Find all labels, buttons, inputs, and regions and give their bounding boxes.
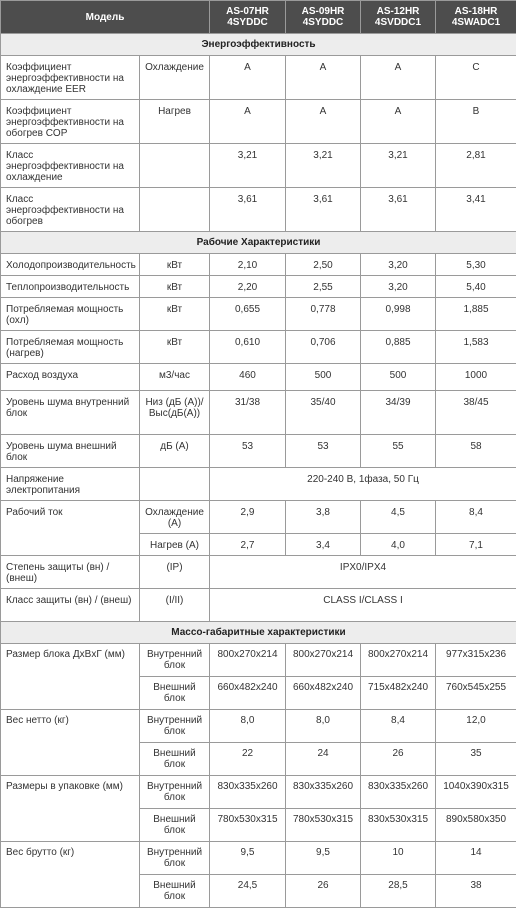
row-label: Расход воздуха xyxy=(1,364,140,391)
table-row xyxy=(1,331,516,364)
cell-value: C xyxy=(436,56,516,100)
cell-value: 800x270x214 xyxy=(286,644,361,677)
row-label: Класс энергоэффективности на охлаждение xyxy=(1,144,140,188)
table-row xyxy=(1,710,516,743)
cell-value: 890x580x350 xyxy=(436,809,516,842)
cell-value: 35/40 xyxy=(286,391,361,435)
cell-value: 830x335x260 xyxy=(361,776,436,809)
cell-value: 53 xyxy=(286,435,361,468)
table-row xyxy=(1,56,516,100)
cell-value: 24 xyxy=(286,743,361,776)
row-label: Размер блока ДxВxГ (мм) xyxy=(1,644,140,710)
voltage-value: 220-240 В, 1фаза, 50 Гц xyxy=(210,468,516,501)
table-row xyxy=(1,391,516,435)
cell-value: 5,30 xyxy=(436,254,516,276)
cell-value: 26 xyxy=(286,875,361,908)
row-unit: кВт xyxy=(140,276,210,298)
cell-value: 660x482x240 xyxy=(210,677,286,710)
cell-value: 1000 xyxy=(436,364,516,391)
cell-value: 3,61 xyxy=(286,188,361,232)
cell-value: 55 xyxy=(361,435,436,468)
row-label: Класс энергоэффективности на обогрев xyxy=(1,188,140,232)
cell-value: A xyxy=(210,56,286,100)
row-unit: Внешний блок xyxy=(140,875,210,908)
row-label: Вес брутто (кг) xyxy=(1,842,140,908)
row-label: Коэффициент энергоэффективности на охлаждение EER xyxy=(1,56,140,100)
row-unit: Внутренний блок xyxy=(140,710,210,743)
cell-value: 0,998 xyxy=(361,298,436,331)
cell-value: 3,61 xyxy=(361,188,436,232)
row-label: Рабочий ток xyxy=(1,501,140,556)
table-row xyxy=(1,144,516,188)
table-row xyxy=(1,276,516,298)
cell-value: 2,81 xyxy=(436,144,516,188)
model-column-header: AS-18HR 4SWADC1 xyxy=(436,1,516,34)
cell-value: 3,20 xyxy=(361,276,436,298)
cell-value: 31/38 xyxy=(210,391,286,435)
table-row xyxy=(1,501,516,534)
cell-value: 780x530x315 xyxy=(210,809,286,842)
row-unit: дБ (А) xyxy=(140,435,210,468)
cell-value: 4,0 xyxy=(361,534,436,556)
row-unit: Внутренний блок xyxy=(140,842,210,875)
table-row xyxy=(1,556,516,589)
cell-value: 7,1 xyxy=(436,534,516,556)
cell-value: 1040x390x315 xyxy=(436,776,516,809)
cell-value: 38 xyxy=(436,875,516,908)
cell-value: 8,4 xyxy=(436,501,516,534)
row-unit: кВт xyxy=(140,298,210,331)
cell-value: 2,9 xyxy=(210,501,286,534)
cell-value: 2,10 xyxy=(210,254,286,276)
cell-value: 0,885 xyxy=(361,331,436,364)
row-unit: Внешний блок xyxy=(140,743,210,776)
cell-value: 12,0 xyxy=(436,710,516,743)
cell-value: 8,0 xyxy=(210,710,286,743)
cell-value: 460 xyxy=(210,364,286,391)
row-unit: Внешний блок xyxy=(140,809,210,842)
cell-value: 24,5 xyxy=(210,875,286,908)
cell-value: 780x530x315 xyxy=(286,809,361,842)
cell-value: 3,21 xyxy=(210,144,286,188)
cell-value: A xyxy=(361,56,436,100)
cell-value: 3,61 xyxy=(210,188,286,232)
cell-value: 2,55 xyxy=(286,276,361,298)
section-row xyxy=(1,622,516,644)
cell-value: 715x482x240 xyxy=(361,677,436,710)
table-row xyxy=(1,589,516,622)
row-unit xyxy=(140,468,210,501)
cell-value: 800x270x214 xyxy=(210,644,286,677)
ip-value: IPX0/IPX4 xyxy=(210,556,516,589)
cell-value: 28,5 xyxy=(361,875,436,908)
cell-value: 830x335x260 xyxy=(286,776,361,809)
row-unit: м3/час xyxy=(140,364,210,391)
cell-value: 800x270x214 xyxy=(361,644,436,677)
model-column-header: AS-07HR 4SYDDC xyxy=(210,1,286,34)
cell-value: 977x315x236 xyxy=(436,644,516,677)
row-unit: Внутренний блок xyxy=(140,776,210,809)
row-unit: Внешний блок xyxy=(140,677,210,710)
row-label: Потребляемая мощность (охл) xyxy=(1,298,140,331)
cell-value: 500 xyxy=(286,364,361,391)
cell-value: 3,21 xyxy=(361,144,436,188)
cell-value: 0,778 xyxy=(286,298,361,331)
section-row xyxy=(1,232,516,254)
cell-value: 53 xyxy=(210,435,286,468)
row-unit xyxy=(140,188,210,232)
cell-value: 9,5 xyxy=(210,842,286,875)
section-title: Рабочие Характеристики xyxy=(1,232,516,254)
row-label: Холодопроизводительность xyxy=(1,254,140,276)
table-row xyxy=(1,468,516,501)
row-label: Вес нетто (кг) xyxy=(1,710,140,776)
row-unit: Нагрев xyxy=(140,100,210,144)
row-label: Уровень шума внешний блок xyxy=(1,435,140,468)
cell-value: 5,40 xyxy=(436,276,516,298)
cell-value: 58 xyxy=(436,435,516,468)
cell-value: 38/45 xyxy=(436,391,516,435)
row-label: Степень защиты (вн) / (внеш) xyxy=(1,556,140,589)
section-row xyxy=(1,34,516,56)
cell-value: 1,885 xyxy=(436,298,516,331)
row-unit xyxy=(140,144,210,188)
row-unit: Нагрев (А) xyxy=(140,534,210,556)
row-unit: (I/II) xyxy=(140,589,210,622)
row-unit: кВт xyxy=(140,254,210,276)
cell-value: A xyxy=(210,100,286,144)
cell-value: 760x545x255 xyxy=(436,677,516,710)
cell-value: 3,4 xyxy=(286,534,361,556)
class-value: CLASS I/CLASS I xyxy=(210,589,516,622)
cell-value: 830x335x260 xyxy=(210,776,286,809)
table-row xyxy=(1,100,516,144)
cell-value: 9,5 xyxy=(286,842,361,875)
row-unit: кВт xyxy=(140,331,210,364)
cell-value: 3,21 xyxy=(286,144,361,188)
table-row xyxy=(1,188,516,232)
cell-value: 8,4 xyxy=(361,710,436,743)
cell-value: B xyxy=(436,100,516,144)
model-column-header: AS-12HR 4SVDDC1 xyxy=(361,1,436,34)
cell-value: A xyxy=(286,100,361,144)
model-header: Модель xyxy=(1,1,210,34)
table-row xyxy=(1,776,516,809)
cell-value: 500 xyxy=(361,364,436,391)
row-label: Напряжение электропитания xyxy=(1,468,140,501)
header-row xyxy=(1,1,516,34)
cell-value: 34/39 xyxy=(361,391,436,435)
cell-value: 22 xyxy=(210,743,286,776)
row-unit: Охлаждение (А) xyxy=(140,501,210,534)
cell-value: 830x530x315 xyxy=(361,809,436,842)
cell-value: 0,655 xyxy=(210,298,286,331)
cell-value: 8,0 xyxy=(286,710,361,743)
section-title: Массо-габаритные характеристики xyxy=(1,622,516,644)
row-unit: Низ (дБ (А))/ Выс(дБ(А)) xyxy=(140,391,210,435)
table-row xyxy=(1,644,516,677)
cell-value: 3,41 xyxy=(436,188,516,232)
cell-value: 0,610 xyxy=(210,331,286,364)
section-title: Энергоэффективность xyxy=(1,34,516,56)
row-unit: Внутренний блок xyxy=(140,644,210,677)
cell-value: 1,583 xyxy=(436,331,516,364)
cell-value: A xyxy=(361,100,436,144)
cell-value: 3,8 xyxy=(286,501,361,534)
table-row xyxy=(1,842,516,875)
table-row xyxy=(1,254,516,276)
cell-value: 4,5 xyxy=(361,501,436,534)
cell-value: 0,706 xyxy=(286,331,361,364)
row-label: Потребляемая мощность (нагрев) xyxy=(1,331,140,364)
cell-value: 660x482x240 xyxy=(286,677,361,710)
cell-value: 2,50 xyxy=(286,254,361,276)
cell-value: 35 xyxy=(436,743,516,776)
table-row xyxy=(1,364,516,391)
model-column-header: AS-09HR 4SYDDC xyxy=(286,1,361,34)
row-label: Класс защиты (вн) / (внеш) xyxy=(1,589,140,622)
row-unit: Охлаждение xyxy=(140,56,210,100)
cell-value: 2,20 xyxy=(210,276,286,298)
table-row xyxy=(1,298,516,331)
cell-value: 10 xyxy=(361,842,436,875)
cell-value: 26 xyxy=(361,743,436,776)
row-label: Уровень шума внутренний блок xyxy=(1,391,140,435)
row-label: Теплопроизводительность xyxy=(1,276,140,298)
row-label: Коэффициент энергоэффективности на обогрев COP xyxy=(1,100,140,144)
cell-value: 3,20 xyxy=(361,254,436,276)
cell-value: A xyxy=(286,56,361,100)
cell-value: 14 xyxy=(436,842,516,875)
row-unit: (IP) xyxy=(140,556,210,589)
cell-value: 2,7 xyxy=(210,534,286,556)
table-row xyxy=(1,435,516,468)
row-label: Размеры в упаковке (мм) xyxy=(1,776,140,842)
